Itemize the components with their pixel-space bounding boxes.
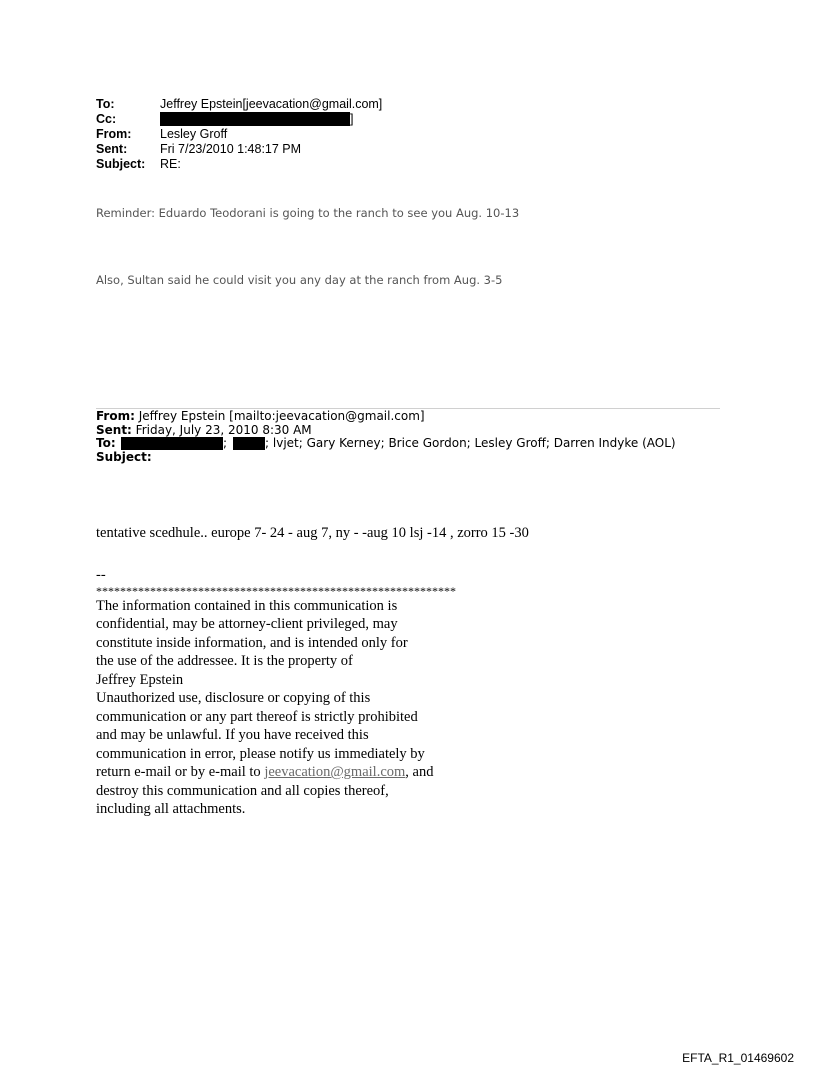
redaction-block — [233, 437, 265, 450]
quoted-subject-label: Subject: — [96, 449, 152, 464]
quoted-subject-row — [96, 451, 676, 465]
signature-line: constitute inside information, and is intended only for — [96, 634, 408, 651]
quoted-from-row — [96, 410, 676, 424]
signature-dashes: -- — [96, 567, 106, 583]
signature-line: destroy this communication and all copies thereof, — [96, 782, 389, 799]
also-text: Also, Sultan said he could visit you any day at the ranch from Aug. 3-5 — [96, 273, 503, 287]
cc-label: Cc: — [96, 112, 117, 126]
signature-block — [96, 566, 456, 819]
signature-line: Unauthorized use, disclosure or copying of this — [96, 690, 371, 706]
quoted-email-header — [96, 410, 676, 464]
cc-close-bracket: ] — [350, 112, 354, 126]
signature-line: the use of the addressee. It is the property of — [96, 653, 353, 669]
redaction-block — [121, 437, 223, 450]
sent-value: Fri 7/23/2010 1:48:17 PM — [160, 142, 302, 156]
sent-label: Sent: — [96, 142, 128, 156]
to-value: Jeffrey Epstein[jeevacation@gmail.com] — [160, 97, 383, 111]
signature-line: Jeffrey Epstein — [96, 671, 184, 688]
subject-row — [96, 157, 382, 172]
signature-line: including all attachments. — [96, 801, 246, 817]
quoted-from-value: Jeffrey Epstein [mailto:jeevacation@gmail.com] — [134, 409, 425, 423]
quoted-sent-label: Sent: — [96, 422, 132, 437]
sent-row — [96, 142, 382, 157]
subject-value: RE: — [160, 157, 181, 171]
quoted-sent-value: Friday, July 23, 2010 8:30 AM — [131, 422, 312, 437]
signature-line: communication in error, please notify us immediately by — [96, 745, 425, 762]
to-row — [96, 97, 382, 112]
from-row — [96, 127, 382, 142]
cc-row — [96, 112, 382, 127]
signature-line: communication or any part thereof is strictly prohibited — [96, 708, 418, 725]
return-suffix: , and — [405, 764, 434, 780]
quoted-to-sep: ; — [223, 436, 228, 450]
signature-line: confidential, may be attorney-client privileged, may — [96, 616, 398, 632]
quoted-sent-row — [96, 424, 676, 438]
subject-label: Subject: — [96, 157, 146, 171]
redaction-block — [160, 112, 350, 126]
from-label: From: — [96, 127, 132, 141]
document-id: EFTA_R1_01469602 — [682, 1051, 794, 1065]
email-link[interactable]: jeevacation@gmail.com — [264, 764, 406, 780]
signature-line: The information contained in this communication is — [96, 597, 398, 614]
quoted-to-rest: ; lvjet; Gary Kerney; Brice Gordon; Lesley Groff; Darren Indyke (AOL) — [265, 436, 676, 450]
schedule-text: tentative scedhule.. europe 7- 24 - aug 7, ny - -aug 10 lsj -14 , zorro 15 -30 — [96, 525, 529, 541]
quoted-from-label: From: — [96, 409, 135, 423]
signature-stars: ************************************************************ — [96, 583, 456, 598]
signature-line: and may be unlawful. If you have received this — [96, 727, 369, 743]
quoted-to-label: To: — [96, 436, 116, 450]
return-prefix: return e-mail or by e-mail to — [96, 764, 265, 780]
signature-return-line — [96, 763, 456, 782]
reminder-text: Reminder: Eduardo Teodorani is going to the ranch to see you Aug. 10-13 — [96, 206, 520, 220]
email-header — [96, 97, 382, 172]
to-label: To: — [96, 97, 115, 111]
from-value: Lesley Groff — [160, 127, 228, 141]
quoted-to-row — [96, 437, 676, 451]
